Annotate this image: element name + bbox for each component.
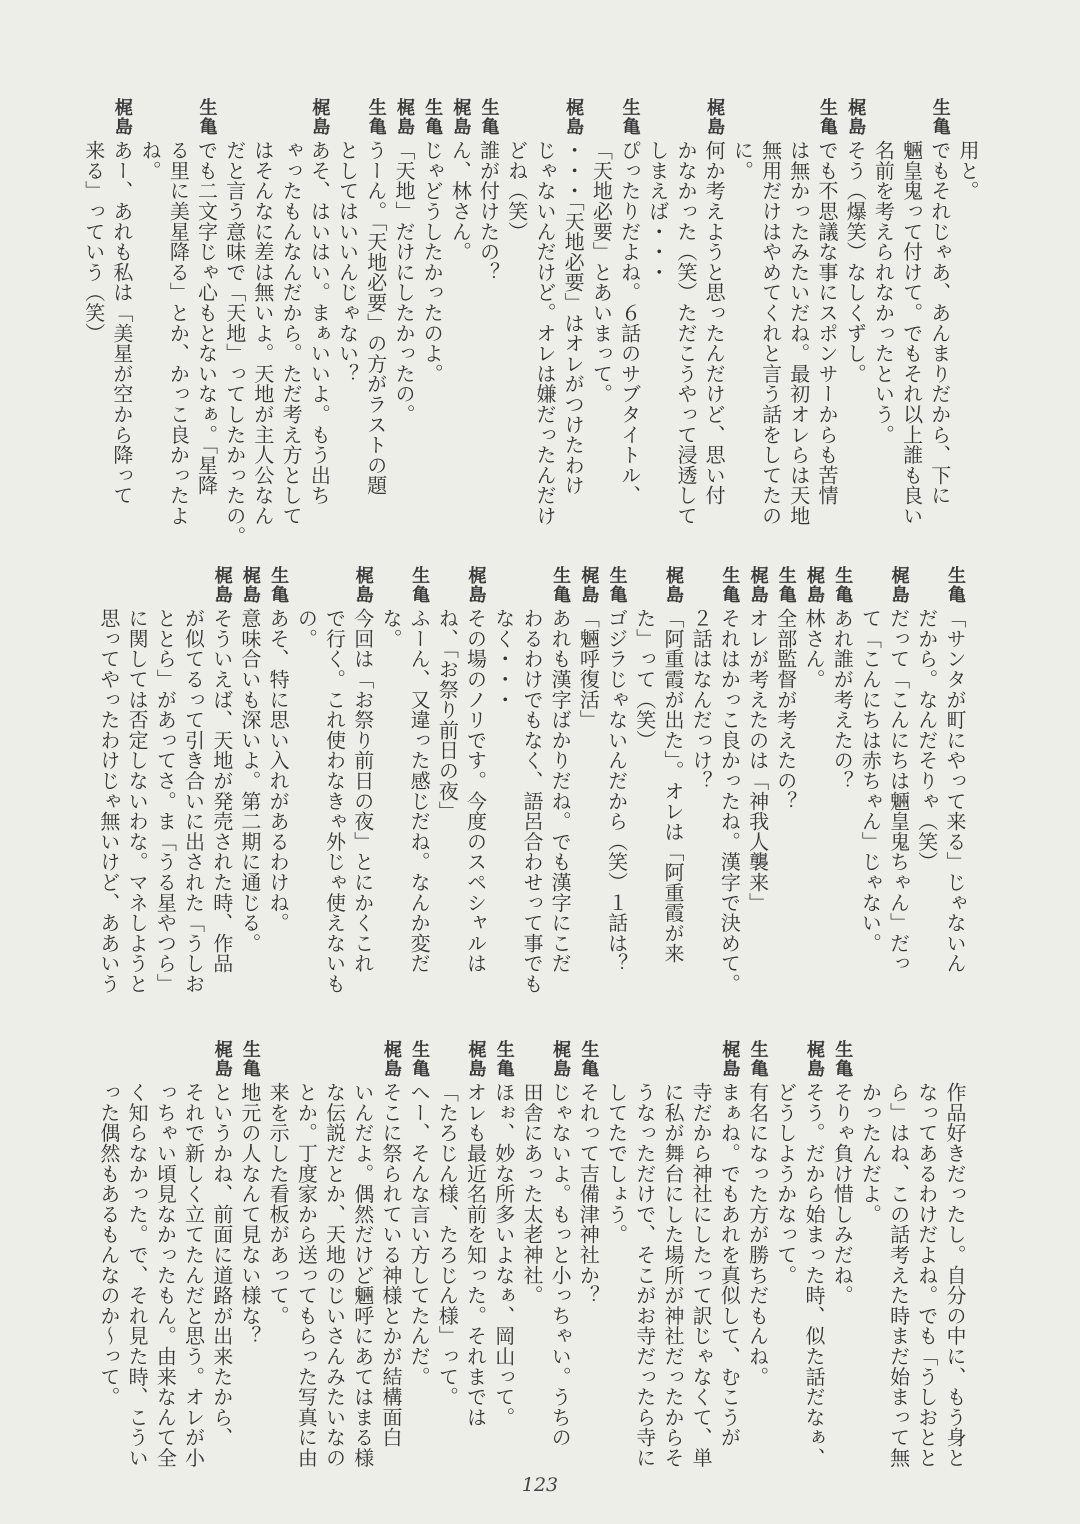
text-column: あれ誰が考えたの？ [830, 608, 855, 791]
text-column: そこに祭られている神様とかが結構面白 [378, 1082, 403, 1448]
speaker-label [954, 98, 982, 140]
dialogue-text [236, 1082, 264, 1346]
dialogue-text [743, 608, 771, 913]
speaker-label: 生亀 [606, 566, 628, 604]
speaker-label: 梶島 [239, 566, 261, 604]
dialogue-text [264, 608, 292, 933]
dialogue-text [869, 140, 954, 526]
text-column: あー、あれも私は「美星が空から降って [109, 140, 134, 506]
dialogue-entry [418, 98, 446, 546]
dialogue-entry [136, 98, 221, 546]
text-column: の。 [294, 608, 319, 649]
speaker-label: 生亀 [929, 98, 951, 136]
dialogue-entry [743, 566, 771, 994]
text-column: そういえば、天地が発売された時、作品 [209, 608, 234, 974]
speaker-label: 梶島 [704, 98, 726, 136]
text-column: しまえば・・・ [645, 140, 670, 283]
dialogue-entry [490, 1040, 518, 1468]
text-column: て「こんにちは赤ちゃん」じゃない。 [858, 608, 883, 954]
speaker-label: 生亀 [578, 1040, 600, 1078]
dialogue-text [418, 140, 446, 384]
text-column: ほぉ、妙な所多いよなぁ、岡山って。 [491, 1082, 516, 1428]
speaker-label: 生亀 [619, 98, 641, 136]
text-column: そう（爆笑）なしくずし。 [843, 140, 868, 384]
dialogue-entry [841, 98, 869, 546]
text-column: というかね、前面に道路が出来たから、 [209, 1082, 234, 1448]
text-column: で行く。これ使わなきゃ外じゃ使えないも [322, 608, 347, 994]
text-column: どうしようかなって。 [773, 1082, 798, 1285]
text-column: な。 [378, 608, 403, 649]
text-column: 用と。 [956, 140, 980, 201]
dialogue-entry [869, 98, 954, 546]
dialogue-entry [828, 566, 856, 994]
text-column: 田舎にあった太老神社。 [519, 1082, 544, 1306]
dialogue-entry [772, 1040, 828, 1468]
text-column: それはかっこ良かったね。漢字で決めて。 [717, 608, 742, 994]
text-column: だから。なんだそりゃ（笑） [914, 608, 939, 872]
text-column: それって吉備津神社か？ [576, 1082, 601, 1306]
dialogue-entry [687, 566, 743, 994]
speaker-label: 梶島 [465, 1040, 487, 1078]
dialogue-entry [95, 1040, 236, 1468]
dialogue-entry [236, 566, 264, 994]
dialogue-text [644, 140, 729, 526]
text-column: とか。丁度家から送ってもらった写真に由 [294, 1082, 319, 1468]
dialogue-entry [221, 98, 334, 546]
speaker-label: 生亀 [719, 566, 741, 604]
dialogue-text [772, 1082, 828, 1468]
dialogue-text [856, 608, 912, 973]
text-column: そう。だから始まった時、似た話だなぁ、 [801, 1082, 826, 1468]
dialogue-entry [743, 1040, 771, 1468]
dialogue-text [828, 1082, 856, 1305]
dialogue-text [433, 1082, 489, 1427]
dialogue-text [333, 140, 389, 495]
text-column: なく・・・ [491, 608, 516, 710]
text-column: してたでしょう。 [604, 1082, 629, 1245]
speaker-label: 梶島 [211, 566, 233, 604]
text-column: じゃないよ。もっと小っちゃい。うちの [548, 1082, 573, 1448]
speaker-label: 生亀 [422, 98, 444, 136]
text-column: オレも最近名前を知った。それまでは [463, 1082, 488, 1428]
text-column: っちゃい頃見なかったもん。由来なんて全 [153, 1082, 178, 1468]
dialogue-entry [602, 1040, 743, 1468]
text-column: 魎皇鬼って付けて。でもそれ以上誰も良い [899, 140, 924, 526]
text-column: 「たろじん様、たろじん様」って。 [435, 1082, 460, 1407]
text-column: 意味合いも深いよ。第二期に通じる。 [237, 608, 262, 954]
dialogue-text [503, 140, 588, 526]
text-column: かったんだよ。 [858, 1082, 883, 1225]
speaker-label: 梶島 [888, 566, 910, 604]
dialogue-text [490, 608, 575, 994]
text-tier-middle [95, 566, 969, 994]
text-column: いんだよ。偶然だけど魎呼にあてはまる様 [350, 1082, 375, 1468]
dialogue-text [631, 608, 687, 963]
text-column: わるわけでもなく、語呂合わせって事でも [519, 608, 544, 994]
speaker-label: 梶島 [352, 566, 374, 604]
dialogue-entry [433, 566, 489, 994]
dialogue-entry [390, 98, 418, 546]
dialogue-entry [292, 566, 377, 994]
text-column: ん、林さん。 [448, 140, 473, 262]
dialogue-text [743, 1082, 771, 1387]
text-column: だって「こんにちは魎皇鬼ちゃん」だっ [886, 608, 911, 974]
dialogue-entry [518, 1040, 574, 1468]
speaker-label: 生亀 [365, 98, 387, 136]
dialogue-entry [587, 98, 643, 546]
dialogue-text [856, 1082, 969, 1468]
text-column: でも二文字じゃ心もとないなぁ。「星降 [194, 140, 219, 496]
text-column: ゴジラじゃないんだから（笑）１話は？ [604, 608, 629, 974]
text-column: まぁね。でもあれを真似して、むこうが [717, 1082, 742, 1448]
text-column: としてはいいんじゃない？ [335, 140, 360, 384]
dialogue-text [772, 608, 800, 811]
dialogue-entry [474, 98, 502, 546]
dialogue-entry [264, 566, 292, 994]
speaker-label: 梶島 [719, 1040, 741, 1078]
speaker-label: 生亀 [268, 566, 290, 604]
dialogue-entry [800, 566, 828, 994]
text-column: 今回は「お祭り前日の夜」とにかくこれ [350, 608, 375, 974]
text-column: 思ってやったわけじゃ無いけど、ああいう [96, 608, 121, 994]
text-column: でも不思議な事にスポンサーからも苦情 [814, 140, 839, 506]
speaker-label: 梶島 [550, 1040, 572, 1078]
speaker-label: 生亀 [196, 98, 218, 136]
dialogue-text [95, 608, 236, 994]
speaker-label: 生亀 [832, 566, 854, 604]
dialogue-entry [574, 1040, 602, 1468]
dialogue-entry [856, 566, 912, 994]
text-column: どね（笑） [504, 140, 529, 242]
dialogue-entry [772, 566, 800, 994]
speaker-label: 生亀 [550, 566, 572, 604]
text-column: 何か考えようと思ったんだけど、思い付 [702, 140, 727, 506]
speaker-label: 梶島 [845, 98, 867, 136]
dialogue-text [687, 608, 743, 994]
text-tier-bottom [95, 1040, 969, 1468]
speaker-label: 生亀 [409, 1040, 431, 1078]
dialogue-entry [728, 98, 841, 546]
speaker-label: 梶島 [393, 98, 415, 136]
dialogue-text [574, 1082, 602, 1305]
speaker-label: 梶島 [450, 98, 472, 136]
text-column: ととら」があってさ。ま「うる星やつら」 [153, 608, 178, 994]
text-column: 地元の人なんて見ない様な？ [237, 1082, 262, 1346]
speaker-label: 生亀 [945, 566, 966, 604]
speaker-label: 梶島 [662, 566, 684, 604]
text-column: へー、そんな言い方してたんだ。 [407, 1082, 432, 1387]
dialogue-text [518, 1082, 574, 1447]
dialogue-text [602, 608, 630, 973]
text-column: ２話はなんだっけ？ [689, 608, 714, 791]
speaker-label: 生亀 [239, 1040, 261, 1078]
speaker-label: 梶島 [563, 98, 585, 136]
dialogue-entry [80, 98, 136, 546]
dialogue-entry [264, 1040, 405, 1468]
speaker-label [856, 1040, 969, 1082]
text-column: 寺だから神社にしたって訳じゃなくて、単 [689, 1082, 714, 1468]
text-column: 「サンタが町にやって来る」じゃないん [943, 608, 967, 974]
text-column: に関しては否定しないわな。マネしようと [125, 608, 150, 994]
text-column: ・・・「天地必要」はオレがつけたわけ [561, 140, 586, 496]
dialogue-text [913, 608, 969, 973]
dialogue-text [841, 140, 869, 384]
dialogue-text [236, 608, 264, 953]
text-column: ら」はね、この話考えた時まだ始まって無 [886, 1082, 911, 1468]
text-column: はそんなに差は無いよ。天地が主人公なん [250, 140, 275, 526]
text-column: 「魎呼復活」 [576, 608, 601, 730]
text-column: に。 [730, 140, 755, 181]
dialogue-text [292, 608, 377, 994]
text-column: 名前を考えられなかったという。 [871, 140, 896, 445]
text-column: は無かったみたいだね。最初オレらは天地 [786, 140, 811, 526]
speaker-label: 梶島 [803, 1040, 825, 1078]
text-column: その場のノリです。今度のスペシャルは [463, 608, 488, 974]
dialogue-entry [333, 98, 389, 546]
text-column: 誰が付けたの？ [476, 140, 501, 283]
dialogue-text [264, 1082, 405, 1468]
text-column: ね、「お祭り前日の夜」 [435, 608, 460, 822]
text-column: じゃどうしたかったのよ。 [420, 140, 445, 384]
speaker-label: 梶島 [465, 566, 487, 604]
text-column: なってあるわけだよね。でも「うしおとと [914, 1082, 939, 1468]
text-column: た」って（笑） [632, 608, 657, 751]
text-column: うなっただけで、そこがお寺だったら寺に [632, 1082, 657, 1468]
dialogue-text [95, 1082, 236, 1468]
speaker-label: 梶島 [747, 566, 769, 604]
text-column: あそ、はいはい。まぁいいよ。もう出ち [307, 140, 332, 506]
dialogue-text [474, 140, 502, 282]
text-column: かなかった（笑）ただこうやって浸透して [673, 140, 698, 526]
dialogue-text [390, 140, 418, 424]
dialogue-text [377, 608, 433, 973]
text-column: く知らなかった。で、それ見た時、こうい [125, 1082, 150, 1468]
speaker-label: 生亀 [775, 566, 797, 604]
dialogue-text [828, 608, 856, 791]
dialogue-text [433, 608, 489, 973]
speaker-label: 梶島 [578, 566, 600, 604]
text-column: ゃったもんなんだから。ただ考え方として [279, 140, 304, 526]
dialogue-entry [377, 566, 433, 994]
dialogue-entry [446, 98, 474, 546]
dialogue-text [574, 608, 602, 730]
text-column: でもそれじゃあ、あんまりだから、下に [927, 140, 952, 506]
dialogue-entry [433, 1040, 489, 1468]
text-column: あれも漢字ばかりだね。でも漢字にこだ [548, 608, 573, 974]
speaker-label: 梶島 [380, 1040, 402, 1078]
text-column: 来る」っていう（笑） [81, 140, 106, 343]
speaker-label: 生亀 [832, 1040, 854, 1078]
dialogue-text [587, 140, 643, 505]
speaker-label: 梶島 [111, 98, 133, 136]
dialogue-entry [856, 1040, 969, 1468]
dialogue-text [800, 608, 828, 689]
text-column: 作品好きだったし。自分の中に、もう身と [943, 1082, 967, 1468]
speaker-label: 生亀 [816, 98, 838, 136]
page-number: 123 [521, 1474, 559, 1496]
text-column: 無用だけはやめてくれと言う話をしてたの [758, 140, 783, 526]
text-column: 「天地必要」とあいまって。 [589, 140, 614, 404]
text-column: ね。 [138, 140, 163, 181]
dialogue-entry [954, 98, 982, 546]
text-column: それで新しく立てたんだと思う。オレが小 [181, 1082, 206, 1468]
dialogue-text [954, 140, 982, 201]
text-column: ぴったりだよね。６話のサブタイトル、 [617, 140, 642, 506]
text-column: オレが考えたのは「神我人襲来」 [745, 608, 770, 913]
text-column: 来を示した看板があって。 [266, 1082, 291, 1326]
dialogue-text [405, 1082, 433, 1387]
speaker-label: 生亀 [478, 98, 500, 136]
speaker-label: 生亀 [409, 566, 431, 604]
dialogue-entry [644, 98, 729, 546]
text-column: ふーん、又違った感じだね。なんか変だ [407, 608, 432, 974]
dialogue-entry [490, 566, 575, 994]
dialogue-text [80, 140, 136, 505]
dialogue-entry [828, 1040, 856, 1468]
dialogue-text [728, 140, 841, 526]
dialogue-entry [405, 1040, 433, 1468]
text-column: 「阿重霞が出た」。オレは「阿重霞が来 [660, 608, 685, 964]
speaker-label: 生亀 [493, 1040, 515, 1078]
dialogue-entry [503, 98, 588, 546]
dialogue-text [446, 140, 474, 262]
speaker-label: 梶島 [211, 1040, 233, 1078]
text-column: った偶然もあるもんなのか～って。 [96, 1082, 121, 1407]
text-column: に私が舞台にした場所が神社だったからそ [660, 1082, 685, 1468]
text-column: 全部監督が考えたの？ [773, 608, 798, 811]
dialogue-entry [631, 566, 687, 994]
text-column: が似てるって引き合いに出された「うしお [181, 608, 206, 994]
text-column: だと言う意味で「天地」ってしたかったの。 [222, 140, 247, 546]
dialogue-entry [95, 566, 236, 994]
dialogue-text [602, 1082, 743, 1468]
text-column: 有名になった方が勝ちだもんね。 [745, 1082, 770, 1387]
speaker-label: 梶島 [309, 98, 331, 136]
text-column: あそ、特に思い入れがあるわけね。 [266, 608, 291, 933]
dialogue-entry [236, 1040, 264, 1468]
dialogue-text [221, 140, 334, 546]
text-column: じゃないんだけど。オレは嫌だったんだけ [532, 140, 557, 526]
text-column: 林さん。 [801, 608, 826, 690]
text-column: る里に美星降る」とか、かっこ良かったよ [166, 140, 191, 526]
dialogue-entry [574, 566, 602, 994]
text-column: そりゃ負け惜しみだね。 [830, 1082, 855, 1306]
speaker-label: 梶島 [803, 566, 825, 604]
speaker-label: 生亀 [747, 1040, 769, 1078]
dialogue-entry [602, 566, 630, 994]
dialogue-entry [913, 566, 969, 994]
text-tier-top [80, 98, 983, 546]
text-column: な伝説だとか、天地のじいさんみたいなの [322, 1082, 347, 1468]
text-column: 「天地」だけにしたかったの。 [391, 140, 416, 425]
dialogue-text [490, 1082, 518, 1427]
text-column: うーん。「天地必要」の方がラストの題 [363, 140, 388, 496]
dialogue-text [136, 140, 221, 526]
